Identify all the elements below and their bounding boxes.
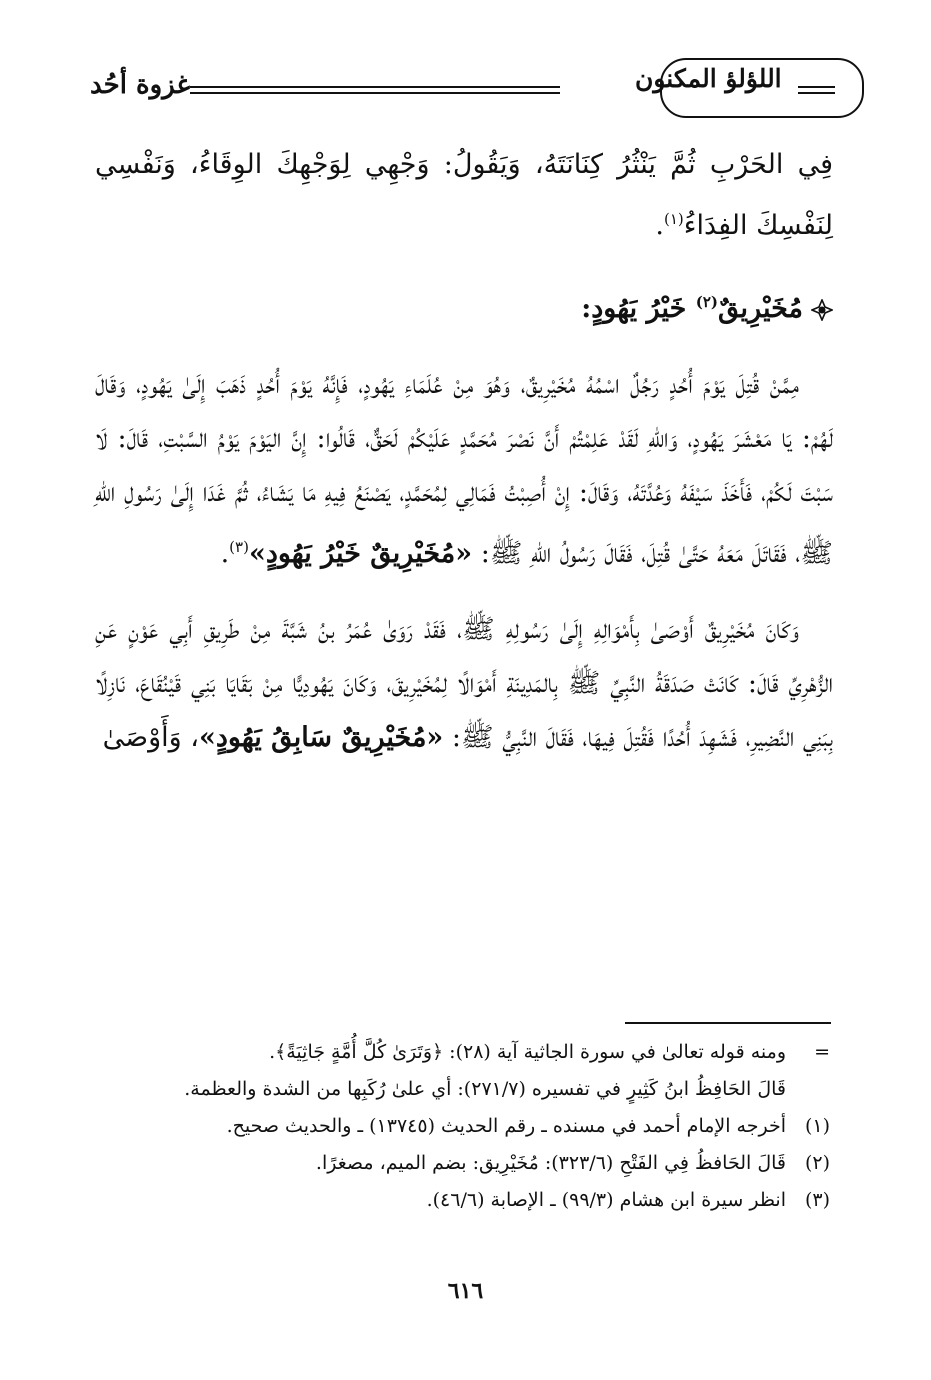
paragraph-2 [95, 358, 833, 581]
paragraph-3 [95, 603, 833, 765]
ornament-star-icon [811, 299, 833, 321]
footnote-ref-1[interactable]: (١) [664, 210, 684, 228]
paragraph-2-quote: «مُخَيْرِيقٌ خَيْرُ يَهُودٍ» [248, 538, 473, 569]
footnote-text: ومنه قوله تعالىٰ في سورة الجاثية آية (٢٨): ﴿وَتَرَىٰ كُلَّ أُمَّةٍ جَاثِيَةً﴾. [269, 1041, 786, 1063]
footnote-number: = [814, 1041, 830, 1063]
book-title: اللؤلؤ المكنون [635, 64, 782, 93]
paragraph-3-text: وَكَانَ مُخَيْرِيقٌ أَوْصَىٰ بِأَمْوَالِهِ إِلَىٰ رَسُولِهِ ﷺ، فَقَدْ رَوَىٰ عُمَرُ بنُ شَبَّةَ مِنْ طَرِيقِ أَبِي عَوْنٍ عَنِ الزُّهْرِيِّ قَالَ: كَانَتْ صَدَقَةُ النَّبِيِّ ﷺ بِالمَدِينَةِ أَمْوَالًا لِمُخَيْرِيقَ، وَكَانَ يَهُودِيًّا مِنْ بَقَايَا بَنِي قَيْنُقَاعَ، نَازِلًا بِبَنِي النَّضِيرِ، فَشَهِدَ أُحُدًا فَقُتِلَ فِيهَا، فَقَالَ النَّبِيُّ ﷺ: [95, 614, 833, 753]
paragraph-3-quote: «مُخَيْرِيقٌ سَابِقُ يَهُودٍ» [198, 722, 444, 753]
heading-name: مُخَيْرِيقٌ [718, 293, 803, 324]
footnote-text: أخرجه الإمام أحمد في مسنده ـ رقم الحديث (١٣٧٤٥) ـ والحديث صحيح. [226, 1115, 786, 1137]
footnote-line [150, 1071, 830, 1108]
footnote-number: (٢) [804, 1152, 830, 1174]
paragraph-2-text: مِمَّنْ قُتِلَ يَوْمَ أُحُدٍ رَجُلٌ اسْمُهُ مُخَيْرِيقٌ، وَهُوَ مِنْ عُلَمَاءِ يَهُودٍ، فَإِنَّهُ يَوْمَ أُحُدٍ ذَهَبَ إِلَىٰ يَهُودٍ، وَقَالَ لَهُمْ: يَا مَعْشَرَ يَهُودٍ، وَاللهِ لَقَدْ عَلِمْتُمْ أَنَّ نَصْرَ مُحَمَّدٍ عَلَيْكُمْ لَحَقٌّ، قَالُوا: إِنَّ اليَوْمَ يَوْمُ السَّبْتِ، قَالَ: لَا سَبْتَ لَكُمْ، فَأَخَذَ سَيْفَهُ وَعُدَّتَهُ، وَقَالَ: إِنْ أُصِبْتُ فَمَالِي لِمُحَمَّدٍ، يَصْنَعُ فِيهِ مَا يَشَاءُ، ثُمَّ غَدَا إِلَىٰ رَسُولِ اللهِ ﷺ، فَقَاتَلَ مَعَهُ حَتَّىٰ قُتِلَ، فَقَالَ رَسُولُ اللهِ ﷺ: [95, 369, 833, 569]
running-header [90, 52, 835, 132]
footnote-text: قَالَ الحَافِظُ ابنُ كَثِيرٍ في تفسيره (٢٧١/٧): أي علىٰ رُكَبِها من الشدة والعظمة. [184, 1078, 786, 1100]
footnote-text: قَالَ الحَافظُ فِي الفَتْحِ (٣٢٣/٦): مُخَيْرِيق: بضم الميم، مصغرًا. [315, 1152, 786, 1174]
footnote-line [150, 1145, 830, 1182]
heading-rest: خَيْرُ يَهُودٍ: [581, 293, 687, 324]
paragraph-1-end: . [655, 210, 664, 241]
paragraph-1-text: فِي الحَرْبِ ثُمَّ يَنْثُرُ كِنَانَتَهُ، وَيَقُولُ: وَجْهِي لِوَجْهِكَ الوِقَاءُ، وَنَفْسِي لِنَفْسِكَ الفِدَاءُ [95, 149, 833, 241]
footnote-number: (١) [804, 1115, 830, 1137]
footnote-ref-2[interactable]: (٢) [695, 293, 719, 311]
header-rule-left [190, 86, 560, 94]
footnote-ref-3[interactable]: (٣) [229, 538, 249, 556]
paragraph-2-end: . [220, 538, 230, 569]
footnote-number: (٣) [804, 1189, 830, 1211]
footnotes [150, 1034, 830, 1219]
paragraph-1 [95, 138, 833, 253]
footnote-text: انظر سيرة ابن هشام (٩٩/٣) ـ الإصابة (٤٦/٦). [426, 1189, 786, 1211]
chapter-title: غزوة أحُد [90, 70, 191, 100]
section-heading [95, 275, 833, 336]
paragraph-3-end: ، وَأَوْصَىٰ [102, 722, 199, 753]
main-text [95, 138, 833, 765]
header-rule-right [798, 86, 835, 94]
footnote-line [150, 1108, 830, 1145]
footnote-line [150, 1034, 830, 1071]
page-number: ٦١٦ [447, 1278, 484, 1304]
footnote-separator [625, 1022, 831, 1024]
footnote-line [150, 1182, 830, 1219]
